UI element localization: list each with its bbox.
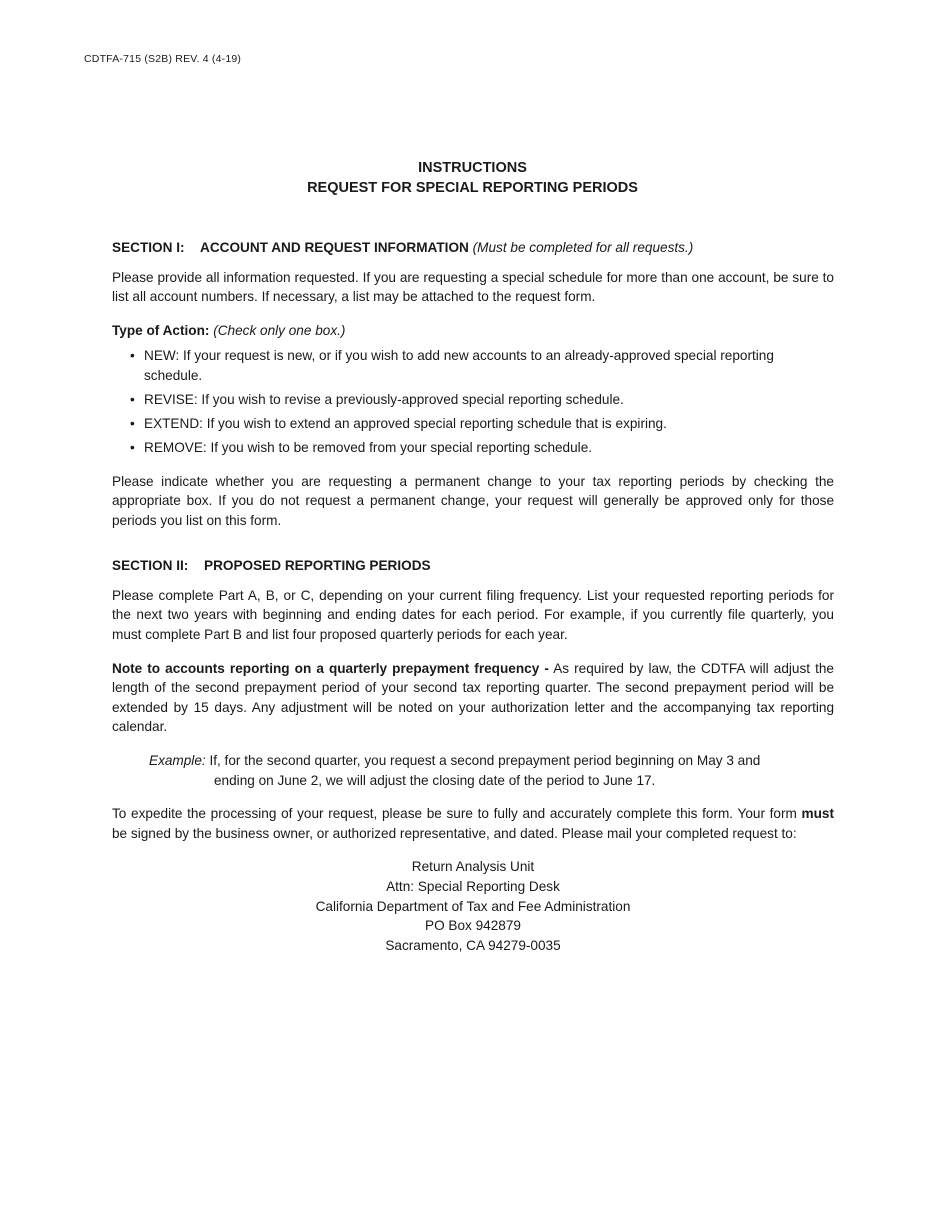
bullet-icon: • bbox=[130, 415, 135, 431]
bullet-icon: • bbox=[130, 439, 135, 455]
list-item bbox=[112, 414, 834, 434]
expedite-must: must bbox=[801, 806, 834, 822]
action-revise: REVISE: If you wish to revise a previously-approved special reporting schedule. bbox=[144, 391, 624, 407]
section-2-number: SECTION II: bbox=[112, 558, 189, 574]
list-item bbox=[112, 390, 834, 410]
section-1-heading bbox=[112, 238, 834, 258]
form-id: CDTFA-715 (S2B) REV. 4 (4-19) bbox=[84, 53, 242, 65]
title-line-1: INSTRUCTIONS bbox=[418, 160, 527, 176]
example-block bbox=[149, 751, 834, 790]
action-list bbox=[112, 346, 834, 457]
note-text: As required by law, the CDTFA will adjust the length of the second prepayment period of your second tax reporting quarter. The second prepayment period will be extended by 15 days. Any adjustment will be noted on your authorization letter and the accompanying tax reporting calendar. bbox=[112, 660, 834, 735]
page-title bbox=[0, 158, 945, 198]
section-1-intro: Please provide all information requested. If you are requesting a special schedule for more than one account, be sure to list all account numbers. If necessary, a list may be attached to the request form. bbox=[112, 269, 834, 305]
permanent-change-text: Please indicate whether you are requesting a permanent change to your tax reporting periods by checking the appropriate box. If you do not request a permanent change, your request will generally be approved only for those periods you list on this form. bbox=[112, 473, 834, 528]
title-line-2: REQUEST FOR SPECIAL REPORTING PERIODS bbox=[307, 180, 638, 196]
expedite-text bbox=[112, 804, 834, 843]
section-2-intro: Please complete Part A, B, or C, depending on your current filing frequency. List your requested reporting periods for the next two years with beginning and ending dates for each period. For example, if you currently file quarterly, you must complete Part B and list four proposed quarterly periods for each year. bbox=[112, 587, 834, 643]
action-extend: EXTEND: If you wish to extend an approved special reporting schedule that is expiring. bbox=[144, 415, 667, 431]
bullet-icon: • bbox=[130, 348, 135, 364]
action-remove: REMOVE: If you wish to be removed from your special reporting schedule. bbox=[144, 439, 593, 455]
address-line: PO Box 942879 bbox=[425, 918, 521, 934]
section-2-title: PROPOSED REPORTING PERIODS bbox=[204, 558, 431, 574]
example-label: Example: bbox=[149, 753, 206, 769]
type-of-action-note: (Check only one box.) bbox=[213, 322, 346, 338]
bullet-icon: • bbox=[130, 391, 135, 407]
example-line-2: ending on June 2, we will adjust the closing date of the period to June 17. bbox=[214, 772, 656, 788]
address-line: Sacramento, CA 94279-0035 bbox=[385, 937, 561, 953]
section-1-note: (Must be completed for all requests.) bbox=[472, 240, 694, 255]
address-line: California Department of Tax and Fee Administration bbox=[315, 898, 631, 914]
expedite-before: To expedite the processing of your request, please be sure to fully and accurately complete this form. Your form bbox=[112, 806, 802, 822]
section-2-heading bbox=[112, 556, 834, 576]
example-line-1: If, for the second quarter, you request a second prepayment period beginning on May 3 and bbox=[205, 753, 761, 769]
type-of-action-heading bbox=[112, 321, 834, 341]
address-line: Attn: Special Reporting Desk bbox=[386, 879, 560, 895]
address-line: Return Analysis Unit bbox=[411, 859, 535, 875]
section-1-number: SECTION I: bbox=[112, 240, 185, 255]
list-item bbox=[112, 438, 834, 458]
quarterly-prepayment-note bbox=[112, 659, 834, 737]
list-item bbox=[112, 346, 834, 385]
action-new: NEW: If your request is new, or if you wish to add new accounts to an already-approved special reporting schedule. bbox=[144, 348, 774, 383]
expedite-after: be signed by the business owner, or authorized representative, and dated. Please mail your completed request to: bbox=[112, 825, 797, 841]
instructions-body bbox=[112, 238, 834, 955]
mailing-address bbox=[112, 857, 834, 955]
section-1-title: ACCOUNT AND REQUEST INFORMATION bbox=[200, 240, 469, 255]
note-label: Note to accounts reporting on a quarterly prepayment frequency - bbox=[112, 660, 549, 676]
type-of-action-label: Type of Action: bbox=[112, 322, 210, 338]
